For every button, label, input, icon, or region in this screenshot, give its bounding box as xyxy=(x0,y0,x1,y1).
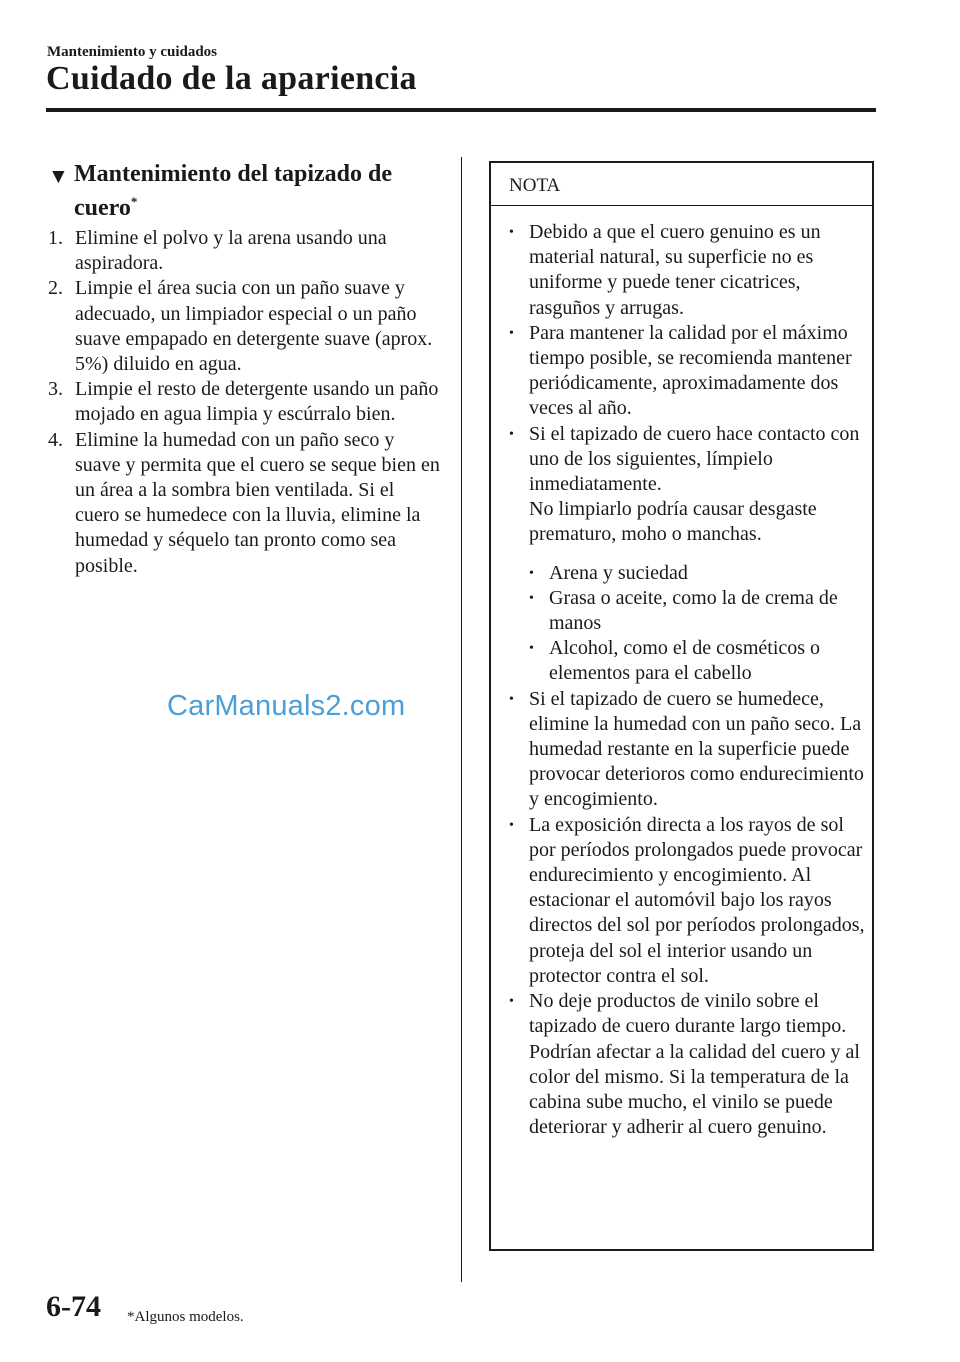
step-number: 1. xyxy=(48,227,63,249)
step-item xyxy=(48,377,440,427)
step-text: Elimine el polvo y la arena usando una aspiradora. xyxy=(75,227,387,275)
note-item: • No deje productos de vinilo sobre el tapizado de cuero durante largo tiempo. Podrían afectar a la calidad del cuero y al color del mismo. Si la temperatura de la cabina sube mucho, el vinilo se puede deteriorar y adherir al cuero genuino. xyxy=(509,989,871,1140)
step-number: 2. xyxy=(48,277,63,300)
note-item: • Debido a que el cuero genuino es un material natural, su superficie no es uniforme y puede tener cicatrices, rasguños y arrugas. xyxy=(509,220,871,321)
section-title: Mantenimiento del tapizado de cuero* xyxy=(74,161,392,221)
step-text: Limpie el resto de detergente usando un paño mojado en agua limpia y escúrralo bien. xyxy=(75,378,439,426)
page-title: Cuidado de la apariencia xyxy=(46,60,417,97)
step-item xyxy=(48,226,440,276)
step-item xyxy=(48,276,440,377)
note-subitem: • Arena y suciedad xyxy=(529,561,871,586)
column-divider xyxy=(461,157,462,1282)
note-item-continuation: No limpiarlo podría causar desgaste prematuro, moho o manchas. xyxy=(529,498,817,546)
note-divider xyxy=(491,205,872,206)
step-item xyxy=(48,428,440,579)
note-item: • Si el tapizado de cuero se humedece, elimine la humedad con un paño seco. La humedad restante en la superficie puede provocar deterioros como endurecimiento y encogimiento. xyxy=(509,687,871,813)
chapter-label: Mantenimiento y cuidados xyxy=(47,44,218,60)
footnote: *Algunos modelos. xyxy=(127,1309,244,1325)
note-item: • La exposición directa a los rayos de sol por períodos prolongados puede provocar endurecimiento y encogimiento. Al estacionar el automóvil bajo los rayos directos del sol por períodos prolongados, proteja del sol el interior usando un protector contra el sol. xyxy=(509,813,871,989)
note-subitem: • Alcohol, como el de cosméticos o elementos para el cabello xyxy=(529,636,871,686)
header-rule xyxy=(46,108,876,112)
note-box xyxy=(489,161,874,1251)
step-number: 4. xyxy=(48,428,63,451)
note-list xyxy=(509,220,871,1140)
page-number: 6-74 xyxy=(46,1290,101,1323)
note-item: • Si el tapizado de cuero hace contacto con uno de los siguientes, límpielo inmediatamente. No limpiarlo podría causar desgaste prematuro, moho o manchas. • Arena y suciedad • Grasa o aceite, como la de crema de manos • Alcohol, como el de cosméticos o elementos para el cabello xyxy=(509,422,871,687)
step-text: Elimine la humedad con un paño seco y suave y permita que el cuero se seque bien en un área a la sombra bien ventilada. Si el cuero se humedece con la lluvia, elimine la humedad y séquelo tan pronto como sea posible. xyxy=(75,428,440,577)
step-text: Limpie el área sucia con un paño suave y adecuado, un limpiador especial o un paño suave empapado en detergente suave (aprox. 5%) diluido en agua. xyxy=(75,277,433,376)
triangle-marker-icon: ▼ xyxy=(48,164,69,188)
note-sublist xyxy=(529,561,871,687)
section-heading xyxy=(48,160,438,222)
note-item: • Para mantener la calidad por el máximo tiempo posible, se recomienda mantener periódicamente, aproximadamente dos veces al año. xyxy=(509,321,871,422)
step-number: 3. xyxy=(48,378,63,401)
steps-list xyxy=(48,226,440,579)
note-title: NOTA xyxy=(509,175,561,196)
asterisk-mark: * xyxy=(130,194,138,209)
watermark: CarManuals2.com xyxy=(167,690,406,722)
note-subitem: • Grasa o aceite, como la de crema de manos xyxy=(529,586,871,636)
